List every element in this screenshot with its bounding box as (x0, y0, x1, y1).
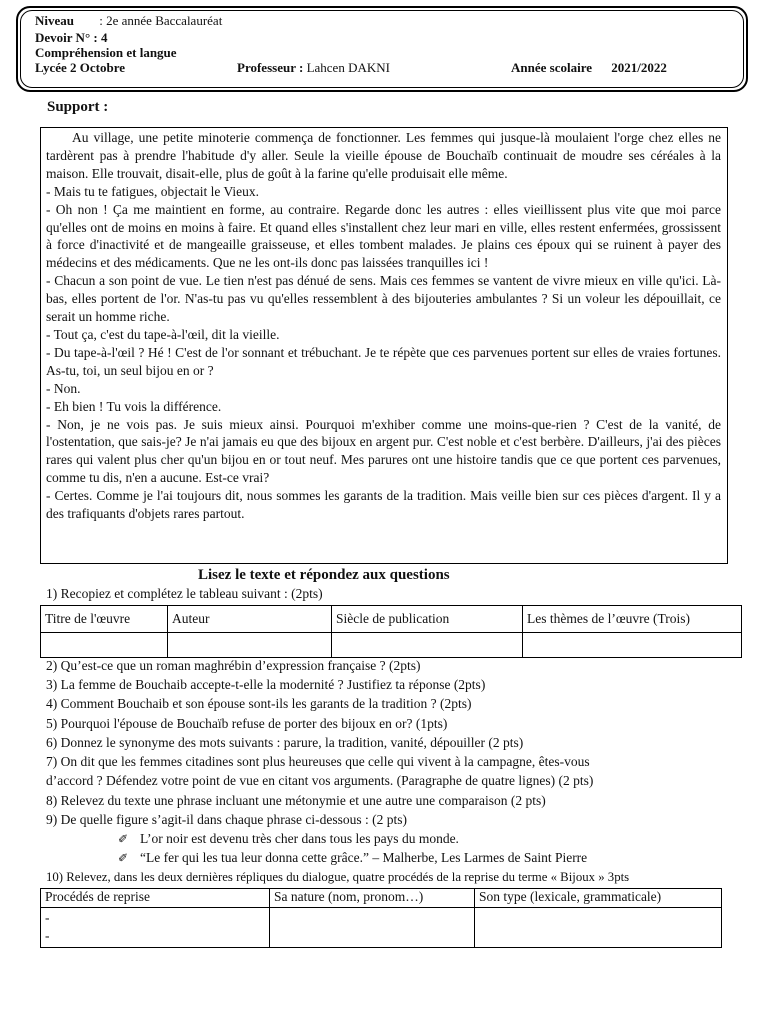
answer-cell (523, 633, 742, 658)
question-2: 2) Qu’est-ce que un roman maghrébin d’expression française ? (2pts) (46, 658, 421, 673)
passage-paragraph: - Non, je ne vois pas. Je suis mieux ainsi. Pourquoi m'exhiber comme une moins-que-rien ? C'est de la vanité, de l'ostentation, que sais-je? Je n'ai jamais eu que des bijoux en argent pur. C'est noble et c'est berbère. D'ailleurs, j'ai des pièces rares qui valent plus cher qu'un bijou en or tout neuf. Mes parures ont une histoire tandis que ce que portent ces parvenues, comme tu dis, n'en a aucune. Est-ce vrai? (46, 416, 721, 486)
passage-paragraph: - Non. (46, 380, 81, 396)
answer-cell (270, 908, 475, 948)
passage-paragraph: - Certes. Comme je l'ai toujours dit, nous sommes les garants de la tradition. Mais veille bien sur ces pièces d'argent. Il y a des trafiquants d'objets rares partout. (46, 488, 721, 522)
table-header: Procédés de reprise (41, 889, 270, 908)
professor-name: Lahcen DAKNI (306, 60, 390, 75)
passage-paragraph: - Mais tu te fatigues, objectait le Vieux. (46, 183, 260, 199)
answer-cell (475, 908, 722, 948)
question-9-item (118, 850, 587, 866)
question-1: 1) Recopiez et complétez le tableau suivant : (2pts) (46, 586, 323, 601)
pointing-hand-icon: ✐ (118, 851, 129, 865)
dash: - (45, 928, 50, 943)
niveau-line (35, 14, 222, 28)
passage-paragraph: - Du tape-à-l'œil ? Hé ! C'est de l'or sonnant et trébuchant. Je te répète que ces parvenues portent sur elles de vraies fortunes. As-tu, toi, un seul bijou en or ? (46, 344, 721, 378)
question-9-item (118, 831, 459, 847)
question-7-line-1: 7) On dit que les femmes citadines sont plus heureuses que celle qui vivent à la campagne, êtes-vous (46, 754, 590, 769)
answer-cell (168, 633, 332, 658)
subject: Compréhension et langue (35, 45, 177, 60)
support-title: Support : (47, 99, 109, 115)
table-header: Auteur (168, 606, 332, 633)
table-header: Siècle de publication (332, 606, 523, 633)
instructions-heading: Lisez le texte et répondez aux questions (198, 567, 450, 583)
year-label: Année scolaire (511, 60, 592, 75)
question-10: 10) Relevez, dans les deux dernières répliques du dialogue, quatre procédés de la reprise du terme « Bijoux » 3pts (46, 870, 630, 884)
table-header: Titre de l'œuvre (41, 606, 168, 633)
passage-paragraph: - Oh non ! Ça me maintient en forme, au contraire. Regarde donc les autres : elles vieillissent plus vite que moi parce qu'elles ont de moins en moins à faire. Et quand elles s'installent chez leur mari en ville, elles restent enfermées, grossissent à force d'inactivité et de mangeaille graisseuse, et elles tombent malades. Je plains ces époux qui se ruinent à payer des médecins et des médicaments. Que ne les ont-ils donc pas laissées tranquilles ici ! (46, 201, 721, 271)
question-7-line-2: d’accord ? Défendez votre point de vue en citant vos arguments. (Paragraphe de quatre lignes) (2 pts) (46, 773, 594, 788)
question-5: 5) Pourquoi l'épouse de Bouchaïb refuse de porter des bijoux en or? (1pts) (46, 716, 448, 731)
question-4: 4) Comment Bouchaib et son épouse sont-ils les garants de la tradition ? (2pts) (46, 696, 472, 711)
question-9-item-text: L’or noir est devenu très cher dans tous les pays du monde. (140, 831, 459, 846)
passage-paragraph: Au village, une petite minoterie commença de fonctionner. Les femmes qui jusque-là moulaient l'orge chez elles ne tardèrent pas à prendre l'habitude d'y aller. Seule la vieille épouse de Bouchaïb continuait de moudre ses céréales à la maison. Elle trouvait, disait-elle, plus de goût à la farine qu'elle produisait elle même. (46, 130, 721, 181)
dash: - (45, 910, 50, 925)
support-text-box (40, 127, 728, 564)
devoir-number: Devoir N° : 4 (35, 30, 108, 45)
table-header: Son type (lexicale, grammaticale) (475, 889, 722, 908)
question-9: 9) De quelle figure s’agit-il dans chaque phrase ci-dessous : (2 pts) (46, 812, 408, 827)
table-header: Les thèmes de l’œuvre (Trois) (523, 606, 742, 633)
question-3: 3) La femme de Bouchaib accepte-t-elle la modernité ? Justifiez ta réponse (2pts) (46, 677, 486, 692)
school-year-line (511, 61, 667, 75)
question-9-item-text: “Le fer qui les tua leur donna cette grâce.” – Malherbe, Les Larmes de Saint Pierre (140, 850, 588, 865)
answer-cell (41, 633, 168, 658)
professor-label: Professeur : (237, 60, 304, 75)
header-box (20, 10, 744, 88)
school-name: Lycée 2 Octobre (35, 60, 126, 75)
reprise-table (40, 888, 722, 948)
passage-paragraph: - Chacun a son point de vue. Le tien n'est pas dénué de sens. Mais ces femmes se vantent de vivre mieux en ville qu'ici. Là-bas, elles portent de l'or. N'as-tu pas vu qu'elles ressemblent à des bijouteries ambulantes ? Si un voleur les dépouillait, ce serait un homme riche. (46, 273, 721, 325)
year-value: 2021/2022 (611, 60, 667, 75)
question-6: 6) Donnez le synonyme des mots suivants : parure, la tradition, vanité, dépouiller (2 pts) (46, 735, 524, 750)
passage-paragraph: - Eh bien ! Tu vois la différence. (46, 398, 222, 414)
work-info-table (40, 605, 742, 658)
professor-line (237, 61, 390, 75)
answer-cell (332, 633, 523, 658)
niveau-value: : 2e année Baccalauréat (99, 13, 223, 28)
question-8: 8) Relevez du texte une phrase incluant une métonymie et une autre une comparaison (2 pts) (46, 793, 546, 808)
pointing-hand-icon: ✐ (118, 832, 129, 846)
passage-paragraph: - Tout ça, c'est du tape-à-l'œil, dit la vieille. (46, 326, 280, 342)
niveau-label: Niveau (35, 13, 74, 28)
answer-cell (41, 908, 270, 948)
table-header: Sa nature (nom, pronom…) (270, 889, 475, 908)
